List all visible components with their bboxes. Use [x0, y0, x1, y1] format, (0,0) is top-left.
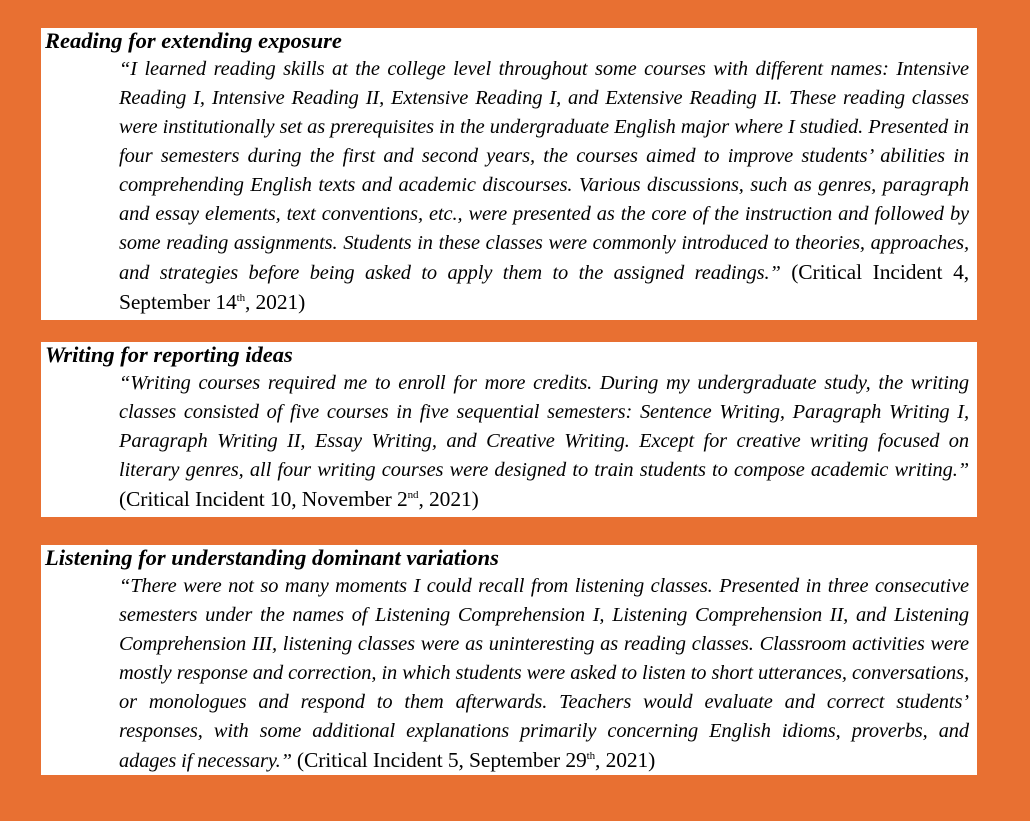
citation-year: , 2021): [244, 290, 306, 314]
excerpt-quote: “I learned reading skills at the college level throughout some courses with different names: Intensive Reading I, Intensive Reading II, Extensive Reading I, and Extensive Reading II. These reading classes were institutionally set as prerequisites in the undergraduate English major where I studied. Presented in four semesters during the first and second years, the courses aimed to improve students’ abilities in comprehending English texts and academic discourses. Various discussions, such as genres, paragraph and essay elements, text conventions, etc., were presented as the core of the instruction and followed by some reading assignments. Students in these classes were commonly introduced to theories, approaches, and strategies before being asked to apply them to the assigned readings.”: [119, 58, 969, 284]
citation-year: , 2021): [418, 487, 479, 511]
excerpt-citation: [297, 748, 655, 772]
excerpt-paragraph: [119, 572, 969, 776]
excerpt-quote: “There were not so many moments I could recall from listening classes. Presented in three consecutive semesters under the names of Listening Comprehension I, Listening Comprehension II, and Listening Comprehension III, listening classes were as uninteresting as reading classes. Classroom activities were mostly response and correction, in which students were asked to listen to short utterances, conversations, or monologues and respond to them afterwards. Teachers would evaluate and correct students’ responses, with some additional explanations primarily concerning English idioms, proverbs, and adages if necessary.”: [119, 575, 969, 772]
section-heading: Reading for extending exposure: [45, 28, 342, 53]
citation-text: (Critical Incident 5, September 29: [296, 748, 587, 772]
excerpt-quote: “Writing courses required me to enroll for more credits. During my undergraduate study, the writing classes consisted of five courses in five sequential semesters: Sentence Writing, Paragraph Writing I, Paragraph Writing II, Essay Writing, and Creative Writing. Except for creative writing focused on literary genres, all four writing courses were designed to train students to compose academic writing.”: [119, 372, 969, 481]
excerpt-paragraph: [119, 369, 969, 515]
listening-section: [41, 545, 977, 775]
citation-year: , 2021): [595, 748, 656, 772]
citation-ordinal: th: [586, 749, 596, 762]
excerpt-citation: [119, 487, 479, 511]
citation-text: (Critical Incident 10, November 2: [119, 487, 408, 511]
citation-ordinal: th: [236, 291, 245, 304]
reading-section: [41, 28, 977, 320]
citation-ordinal: nd: [407, 488, 419, 501]
writing-section: [41, 342, 977, 517]
section-heading: Writing for reporting ideas: [45, 342, 293, 367]
excerpt-paragraph: [119, 55, 969, 318]
citation-text: (Critical Incident 4, September 14: [119, 260, 969, 314]
section-heading: Listening for understanding dominant variations: [45, 545, 499, 570]
